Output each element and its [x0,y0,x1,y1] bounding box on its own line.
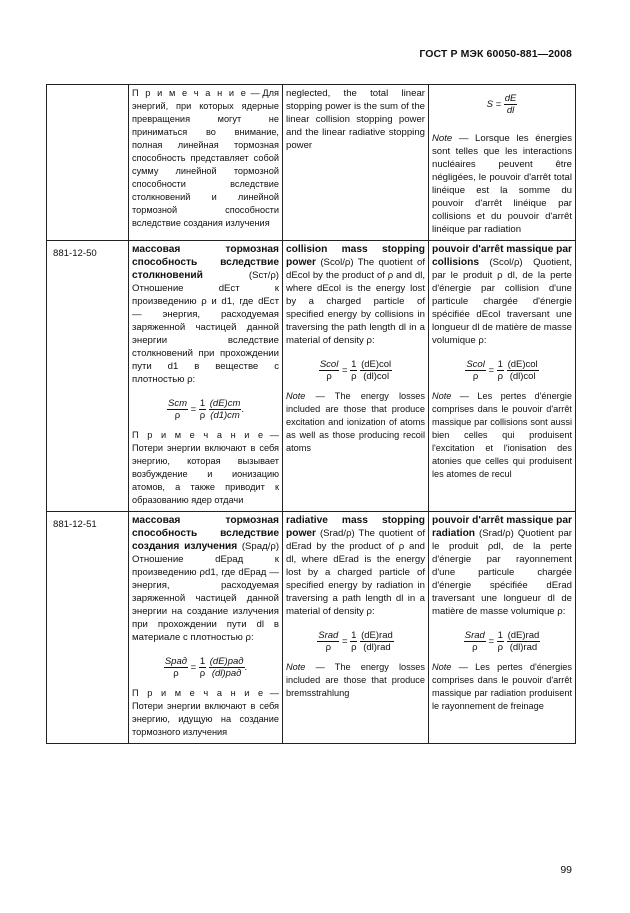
ru-note-label: П р и м е ч а н и е [132,88,248,98]
en-term: radiative mass stopping power [286,515,425,539]
entry-number: 881-12-51 [47,512,129,744]
continuation-row [47,85,576,241]
fr-term: pouvoir d'arrêt massique par collisions [432,244,572,268]
en-continuation-text: neglected, the total linear stopping power is the sum of the linear collision stopping power and the linear radiative stopping power [286,88,425,151]
ru-note-text: — Потери энергии включают в себя энергию, которая вызывает возбуждение и ионизацию атомов, а также приводит к образованию ядер отдачи [132,430,279,505]
fr-note-text: — Les pertes d'énergie comprises dans le pouvoir d'arrêt massique par collisions sont aussi bien celles qui produisent l'excitation et l'ionisation des atonies que celles qui produisent les atomes de recul [432,391,572,479]
ru-term: массовая тормозная способность вследствие создания излучения [132,515,279,552]
ru-note-text: — Потери энергии включают в себя энергию, идущую на создание тормозного излучения [132,688,279,737]
fr-note-label: Note [432,662,452,672]
ru-formula: $\frac{\text{Sрад}}{\rho}$ = $\frac{1}{\rho}$ $\frac{\text{(dE)рад}}{\text{(dl)рад}}$ . [164,656,248,679]
continuation-ru-cell [129,85,283,241]
ru-cell [129,241,283,512]
fr-note-label: Note [432,391,452,401]
en-definition: The quotient of dErad by the product of ρ and dl, where dErad is the energy lost by a charged particle of specified energy by radiation in traversing a path length dl in a material of density ρ: [286,528,425,617]
en-cell [283,512,429,744]
fr-term-symbol: (Srad/ρ) [479,528,514,539]
entry-number: 881-12-50 [47,241,129,512]
ru-definition: Отношение dEст к произведению ρ и d1, где dEст — энергия, расходуемая заряженной частицей данной энергии вследствие столкновений при прохождении пути d1 в веществе с плотностью ρ: [132,283,279,385]
fr-term: pouvoir d'arrêt massique par radiation [432,515,572,539]
continuation-fr-cell [429,85,576,241]
fr-cell [429,512,576,744]
ru-note-text: — Для энергий, при которых ядерные превращения могут не приниматься во внимание, полная линейная тормозная способность представляет собой сумму линейной тормозной способности вследствие столкновений и линейной тормозной способности вследствие создания излучения [132,88,279,228]
ru-term-symbol: (Sст/ρ) [248,270,279,281]
en-cell [283,241,429,512]
entry-row [47,241,576,512]
ru-definition: Отношение dEрад к произведению ρd1, где dEрад — энергия, расходуемая заряженной частицей данной энергии на создание излучения при прохождении пути dl в материале с плотностью ρ: [132,554,279,643]
en-term-symbol: (Srad/ρ) [319,528,355,539]
ru-formula: $\frac{\text{Sст}}{\rho}$ = $\frac{1}{\rho}$ $\frac{(dE)ст}{(d1)ст}$ . [167,398,245,421]
fr-total-formula: S = $\frac{dE}{dl}$ [486,93,517,116]
fr-definition: Quotient par le produit ρdl, de la perte d'énergie par rayonnement d'une particule chargée d'énergie spécifiée dErad traversant une longueur dl de matière de masse volumique ρ: [432,528,572,617]
fr-formula: $\frac{\text{Scol}}{\rho}$ = $\frac{1}{\rho}$ $\frac{\text{(dE)col}}{\text{(dl)col}}$ [466,359,538,382]
en-definition: The quotient of dEcol by the product of ρ and dl, where dEcol is the energy lost by a charged particle of specified energy by collisions in traversing the path length dl in a material of density ρ: [286,257,425,346]
fr-formula: $\frac{\text{Srad}}{\rho}$ = $\frac{1}{\rho}$ $\frac{\text{(dE)rad}}{\text{(dl)rad}}$ [464,630,540,653]
continuation-number-cell [47,85,129,241]
en-note-label: Note [286,662,306,672]
ru-note-label: П р и м е ч а н и е [132,688,266,698]
fr-cell [429,241,576,512]
en-formula: $\frac{\text{Srad}}{\rho}$ = $\frac{1}{\rho}$ $\frac{\text{(dE)rad}}{\text{(dl)rad}}$ [318,630,393,653]
fr-definition: Quotient, par le produit ρ dl, de la perte d'énergie par collision d'une particule chargée d'énergie spécifiée dEcol traversant une longueur dl de matière de masse volumique ρ: [432,257,572,346]
entry-row [47,512,576,744]
en-note-text: — The energy losses included are those that produce bremsstrahlung [286,662,425,698]
continuation-en-cell [283,85,429,241]
ru-term-symbol: (Sрад/ρ) [241,541,280,552]
ru-cell [129,512,283,744]
en-term: collision mass stopping power [286,244,425,268]
terminology-table [46,84,576,744]
page-number: 99 [560,864,572,876]
en-note-label: Note [286,391,306,401]
en-note-text: — The energy losses included are those that produce excitation and ionization of atoms as well as those producing recoil atoms [286,391,425,453]
fr-note-text: — Les pertes d'énergies comprises dans le pouvoir d'arrêt massique par radiation produisent le rayonnement de freinage [432,662,572,711]
fr-term-symbol: (Scol/ρ) [489,257,523,268]
ru-note-label: П р и м е ч а н и е [132,430,266,440]
en-term-symbol: (Scol/ρ) [320,257,354,268]
ru-term: массовая тормозная способность вследствие столкновений [132,244,279,281]
fr-note-text: — Lorsque les énergies sont telles que les interactions nucléaires peuvent être négligées, le pouvoir d'arrêt total linéique est la somme du pouvoir d'arrêt linéique par collisions et du pouvoir d'arrêt linéique par radiation [432,133,572,235]
fr-note-label: Note [432,133,453,144]
standard-header: ГОСТ Р МЭК 60050-881—2008 [419,48,572,60]
en-formula: $\frac{\text{Scol}}{\rho}$ = $\frac{1}{\rho}$ $\frac{\text{(dE)col}}{\text{(dl)col}}$ [319,359,392,382]
